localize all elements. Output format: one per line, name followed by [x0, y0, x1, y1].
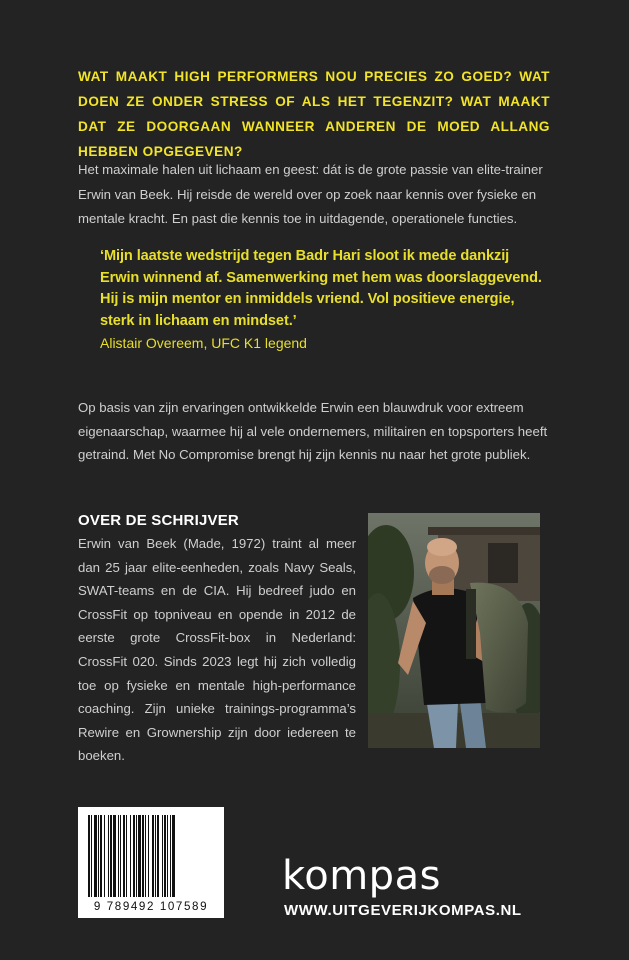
- publisher-logo: kompas: [282, 853, 441, 899]
- publisher-url[interactable]: WWW.UITGEVERIJKOMPAS.NL: [284, 902, 522, 919]
- barcode-bar: [98, 815, 99, 897]
- isbn-number: 9 789492 107589: [93, 900, 209, 913]
- barcode-bar: [126, 815, 127, 897]
- author-photo: [368, 513, 540, 748]
- barcode-bar: [157, 815, 159, 897]
- barcode-bar: [104, 815, 105, 897]
- barcode-bar: [172, 815, 175, 897]
- intro-paragraph: Het maximale halen uit lichaam en geest: dát is de grote passie van elite-trainer Erwin van Beek. Hij reisde de wereld over op zoek naar kennis over fysieke en mentale kracht. En past die kennis toe in uitdagende, operationele functies.: [78, 162, 543, 226]
- barcode-bar: [167, 815, 168, 897]
- barcode-bar: [133, 815, 135, 897]
- barcode-bar: [138, 815, 141, 897]
- barcode-bar: [120, 815, 121, 897]
- barcode-bar: [145, 815, 146, 897]
- barcode: [78, 807, 224, 918]
- barcode-bar: [148, 815, 149, 897]
- quote-author: Alistair Overeem, UFC K1 legend: [100, 335, 307, 351]
- author-photo-illustration: [368, 513, 540, 748]
- barcode-bar: [162, 815, 163, 897]
- barcode-bar: [142, 815, 144, 897]
- barcode-bar: [118, 815, 119, 897]
- body-paragraph: Op basis van zijn ervaringen ontwikkelde Erwin een blauwdruk voor extreem eigenaarschap, waarmee hij al vele ondernemers, militairen en topsporters heeft getraind. Met No Compromise brengt hij zijn kennis nu naar het grote publiek.: [78, 400, 548, 462]
- barcode-bar: [136, 815, 137, 897]
- barcode-bar: [170, 815, 171, 897]
- barcode-bar: [155, 815, 156, 897]
- barcode-bar: [113, 815, 116, 897]
- barcode-bar: [91, 815, 92, 897]
- barcode-bar: [164, 815, 166, 897]
- barcode-bar: [94, 815, 97, 897]
- barcode-bar: [108, 815, 109, 897]
- about-author-heading: OVER DE SCHRIJVER: [78, 512, 239, 529]
- testimonial-quote: [100, 246, 550, 354]
- quote-text: ‘Mijn laatste wedstrijd tegen Badr Hari sloot ik mede dankzij Erwin winnend af. Samenwerking met hem was doorslaggevend. Hij is mijn mentor en inmiddels vriend. Vol positieve energie, sterk in lichaam en mindset.’: [100, 248, 542, 329]
- barcode-bar: [88, 815, 90, 897]
- barcode-bar: [123, 815, 125, 897]
- barcode-bar: [130, 815, 131, 897]
- headline: WAT MAAKT HIGH PERFORMERS NOU PRECIES ZO GOED? WAT DOEN ZE ONDER STRESS OF ALS HET TEGENZIT? WAT MAAKT DAT ZE DOORGAAN WANNEER ANDEREN DE MOED ALLANG HEBBEN OPGEGEVEN?: [78, 69, 550, 159]
- barcode-bar: [100, 815, 102, 897]
- barcode-bars: [86, 815, 216, 899]
- about-author-text: Erwin van Beek (Made, 1972) traint al meer dan 25 jaar elite-eenheden, zoals Navy Seals, SWAT-teams en de CIA. Hij bedreef judo en CrossFit op topniveau en opende in 2012 de eerste grote CrossFit-box in Nederland: CrossFit 020. Sinds 2023 legt hij zich volledig toe op fysieke en mentale high-performance coaching. Zijn unieke trainings-programma’s Rewire en Grownership zijn door iedereen te boeken.: [78, 536, 356, 764]
- barcode-bar: [152, 815, 154, 897]
- barcode-bar: [110, 815, 112, 897]
